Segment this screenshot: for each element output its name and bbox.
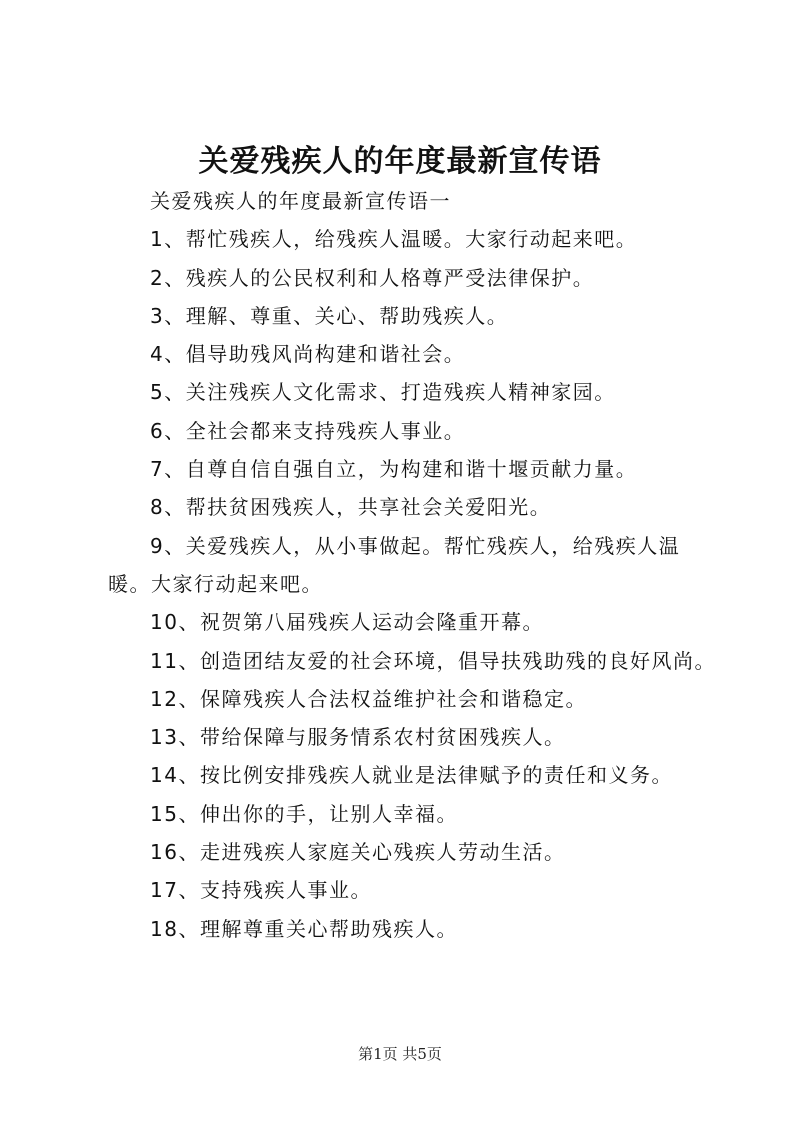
list-item: 15、伸出你的手，让别人幸福。 <box>150 801 458 826</box>
list-item: 3、理解、尊重、关心、帮助残疾人。 <box>150 303 509 328</box>
list-item: 5、关注残疾人文化需求、打造残疾人精神家园。 <box>150 380 616 405</box>
list-item: 17、支持残疾人事业。 <box>150 878 372 903</box>
list-item: 8、帮扶贫困残疾人，共享社会关爱阳光。 <box>150 495 552 520</box>
list-item: 18、理解尊重关心帮助残疾人。 <box>150 916 458 941</box>
document-title: 关爱残疾人的年度最新宣传语 <box>198 144 602 179</box>
list-item: 4、倡导助残风尚构建和谐社会。 <box>150 342 466 367</box>
list-item: 14、按比例安排残疾人就业是法律赋予的责任和义务。 <box>150 763 673 788</box>
list-item: 16、走进残疾人家庭关心残疾人劳动生活。 <box>150 840 566 865</box>
document-body <box>108 182 720 948</box>
list-item: 1、帮忙残疾人，给残疾人温暖。大家行动起来吧。 <box>150 227 638 252</box>
list-item: 7、自尊自信自强自立，为构建和谐十堰贡献力量。 <box>150 457 638 482</box>
list-item: 13、带给保障与服务情系农村贫困残疾人。 <box>150 725 566 750</box>
list-item: 2、残疾人的公民权利和人格尊严受法律保护。 <box>150 265 595 290</box>
list-item: 10、祝贺第八届残疾人运动会隆重开幕。 <box>150 610 544 635</box>
document-subtitle: 关爱残疾人的年度最新宣传语一 <box>150 189 451 213</box>
list-item: 12、保障残疾人合法权益维护社会和谐稳定。 <box>150 686 587 711</box>
list-item: 9、关爱残疾人，从小事做起。帮忙残疾人，给残疾人温暖。大家行动起来吧。 <box>108 533 681 596</box>
list-item: 6、全社会都来支持残疾人事业。 <box>150 418 466 443</box>
list-item: 11、创造团结友爱的社会环境，倡导扶残助残的良好风尚。 <box>150 648 716 673</box>
page-number: 第1页 共5页 <box>358 1045 442 1063</box>
